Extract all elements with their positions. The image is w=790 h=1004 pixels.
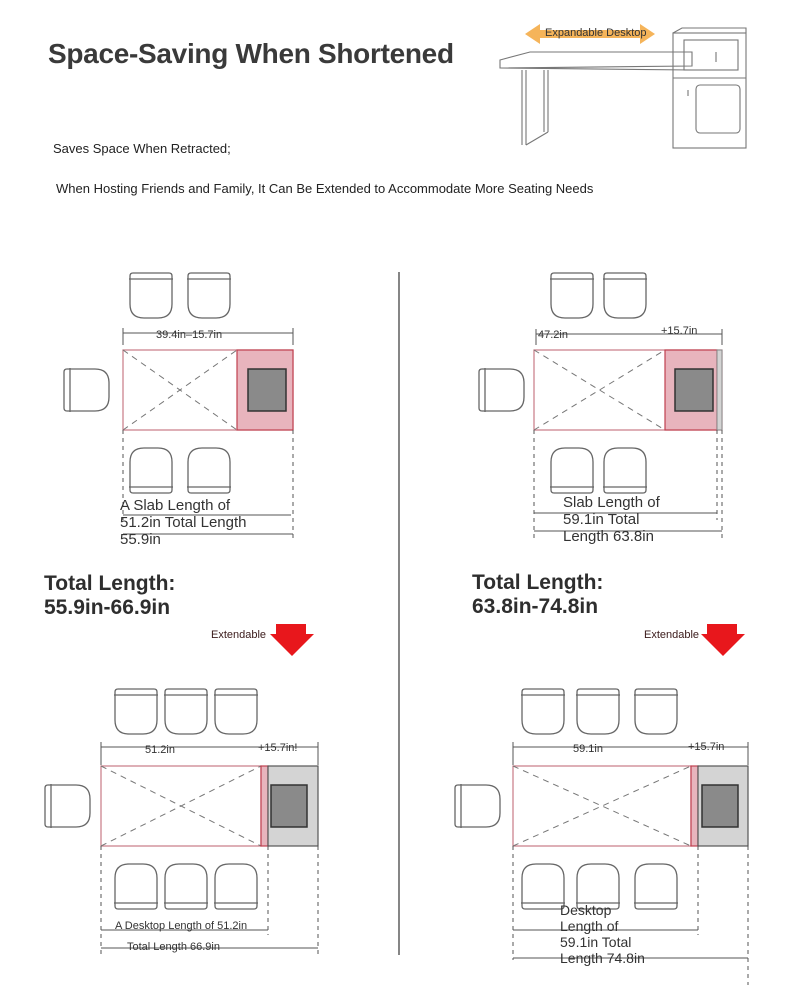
extendable-arrow-right-icon <box>701 624 745 656</box>
layout-bottom-left <box>45 689 318 955</box>
left-extendable-label: Extendable <box>211 629 267 641</box>
extendable-arrow-left-icon <box>270 624 314 656</box>
right-total-title: Total Length: <box>472 571 604 594</box>
description-line-1: Saves Space When Retracted; <box>53 141 231 156</box>
top-left-dimension: 39.4in–15.7in <box>156 329 223 341</box>
left-total-title: Total Length: <box>44 572 176 595</box>
right-extendable-label: Extendable <box>644 629 700 641</box>
bottom-left-dimension-1: 51.2in <box>145 744 175 756</box>
top-right-dimension-1: 47.2in <box>538 329 568 341</box>
right-total-range: 63.8in-74.8in <box>472 595 599 618</box>
bottom-right-dimension-1: 59.1in <box>573 743 603 755</box>
expandable-desktop-label: Expandable Desktop <box>545 27 647 39</box>
description-line-2: When Hosting Friends and Family, It Can Be Extended to Accommodate More Seating Needs <box>56 181 594 196</box>
left-total-range: 55.9in-66.9in <box>44 596 171 619</box>
bottom-left-caption-2: Total Length 66.9in <box>127 941 220 953</box>
bottom-left-dimension-2: +15.7in! <box>258 742 298 754</box>
bottom-right-caption: Desktop Length of 59.1in Total Length 74.8in <box>560 902 645 966</box>
top-right-caption: Slab Length of 59.1in Total Length 63.8in <box>563 494 660 545</box>
top-left-caption: A Slab Length of 51.2in Total Length 55.9in <box>120 497 247 548</box>
bottom-right-dimension-2: +15.7in <box>688 741 725 753</box>
bottom-left-caption-1: A Desktop Length of 51.2in <box>115 920 248 932</box>
desk-illustration <box>500 28 746 148</box>
top-right-dimension-2: +15.7in <box>661 325 698 337</box>
page-title: Space-Saving When Shortened <box>48 38 454 69</box>
